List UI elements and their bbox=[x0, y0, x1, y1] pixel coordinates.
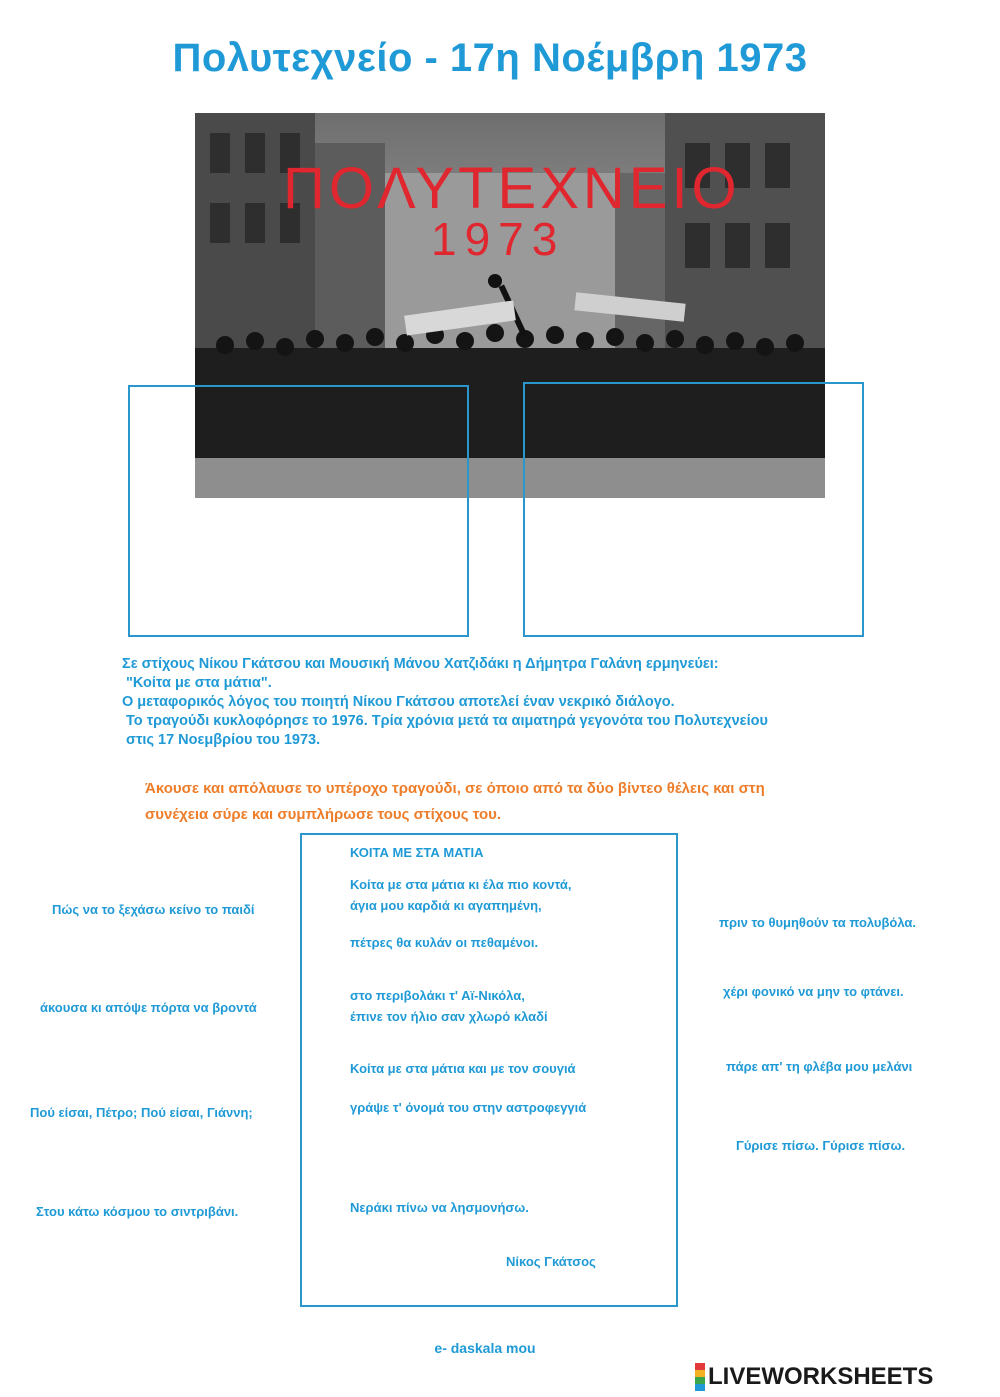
drag-item-right[interactable]: πάρε απ' τη φλέβα μου μελάνι bbox=[726, 1059, 913, 1074]
page-title: Πολυτεχνείο - 17η Νοέμβρη 1973 bbox=[172, 36, 808, 80]
intro-line-1: Σε στίχους Νίκου Γκάτσου και Μουσική Μάνου Χατζιδάκι η Δήμητρα Γαλάνη ερμηνεύει: bbox=[122, 656, 719, 672]
instructions-line-1: Άκουσε και απόλαυσε το υπέροχο τραγούδι, σε όποιο από τα δύο βίντεο θέλεις και στη bbox=[145, 780, 765, 797]
brand-label: LIVEWORKSHEETS bbox=[708, 1363, 934, 1390]
drag-item-left[interactable]: Πώς να το ξεχάσω κείνο το παιδί bbox=[52, 902, 255, 917]
lyric-line: Νεράκι πίνω να λησμονήσω. bbox=[350, 1200, 529, 1215]
drag-item-right[interactable]: χέρι φονικό να μην το φτάνει. bbox=[723, 984, 904, 999]
lyric-line: άγια μου καρδιά κι αγαπημένη, bbox=[350, 898, 542, 913]
lyric-line: στο περιβολάκι τ' Αϊ-Νικόλα, bbox=[350, 988, 525, 1003]
graffiti-year: 1973 bbox=[431, 213, 566, 265]
instructions bbox=[145, 776, 945, 828]
graffiti-title: ΠΟΛΥΤΕΧΝΕΙΟ bbox=[283, 156, 741, 221]
drag-item-left[interactable]: άκουσα κι απόψε πόρτα να βροντά bbox=[40, 1000, 257, 1015]
intro-text bbox=[122, 655, 922, 750]
liveworksheets-logo[interactable] bbox=[695, 1362, 933, 1392]
video-frame-right[interactable] bbox=[523, 382, 864, 637]
video-frame-left[interactable] bbox=[128, 385, 469, 637]
lyric-line: Κοίτα με στα μάτια και με τον σουγιά bbox=[350, 1061, 576, 1076]
lyric-line: έπινε τον ήλιο σαν χλωρό κλαδί bbox=[350, 1009, 548, 1024]
lyric-line: πέτρες θα κυλάν οι πεθαμένοι. bbox=[350, 935, 539, 950]
intro-line-5: στις 17 Νοεμβρίου του 1973. bbox=[122, 732, 321, 748]
drag-item-left[interactable]: Πού είσαι, Πέτρο; Πού είσαι, Γιάννη; bbox=[30, 1105, 253, 1120]
intro-line-2: "Κοίτα με στα μάτια". bbox=[122, 675, 272, 691]
lyric-line: γράψε τ' όνομά του στην αστροφεγγιά bbox=[350, 1100, 587, 1115]
drag-item-left[interactable]: Στου κάτω κόσμου το σιντριβάνι. bbox=[36, 1204, 239, 1219]
logo-squares-icon bbox=[695, 1363, 705, 1391]
drag-item-right[interactable]: πριν το θυμηθούν τα πολυβόλα. bbox=[719, 915, 917, 930]
footer-credit: e- daskala mou bbox=[434, 1340, 536, 1356]
drag-item-right[interactable]: Γύρισε πίσω. Γύρισε πίσω. bbox=[736, 1138, 906, 1153]
instructions-line-2: συνέχεια σύρε και συμπλήρωσε τους στίχους του. bbox=[145, 806, 502, 823]
intro-line-3: Ο μεταφορικός λόγος του ποιητή Νίκου Γκάτσου αποτελεί έναν νεκρικό διάλογο. bbox=[122, 694, 675, 710]
lyrics-heading: ΚΟΙΤΑ ΜΕ ΣΤΑ ΜΑΤΙΑ bbox=[350, 845, 484, 860]
lyric-line: Κοίτα με στα μάτια κι έλα πιο κοντά, bbox=[350, 877, 572, 892]
lyrics-author: Νίκος Γκάτσος bbox=[506, 1254, 596, 1269]
intro-line-4: Το τραγούδι κυκλοφόρησε το 1976. Τρία χρόνια μετά τα αιματηρά γεγονότα του Πολυτεχνείου bbox=[122, 713, 768, 729]
